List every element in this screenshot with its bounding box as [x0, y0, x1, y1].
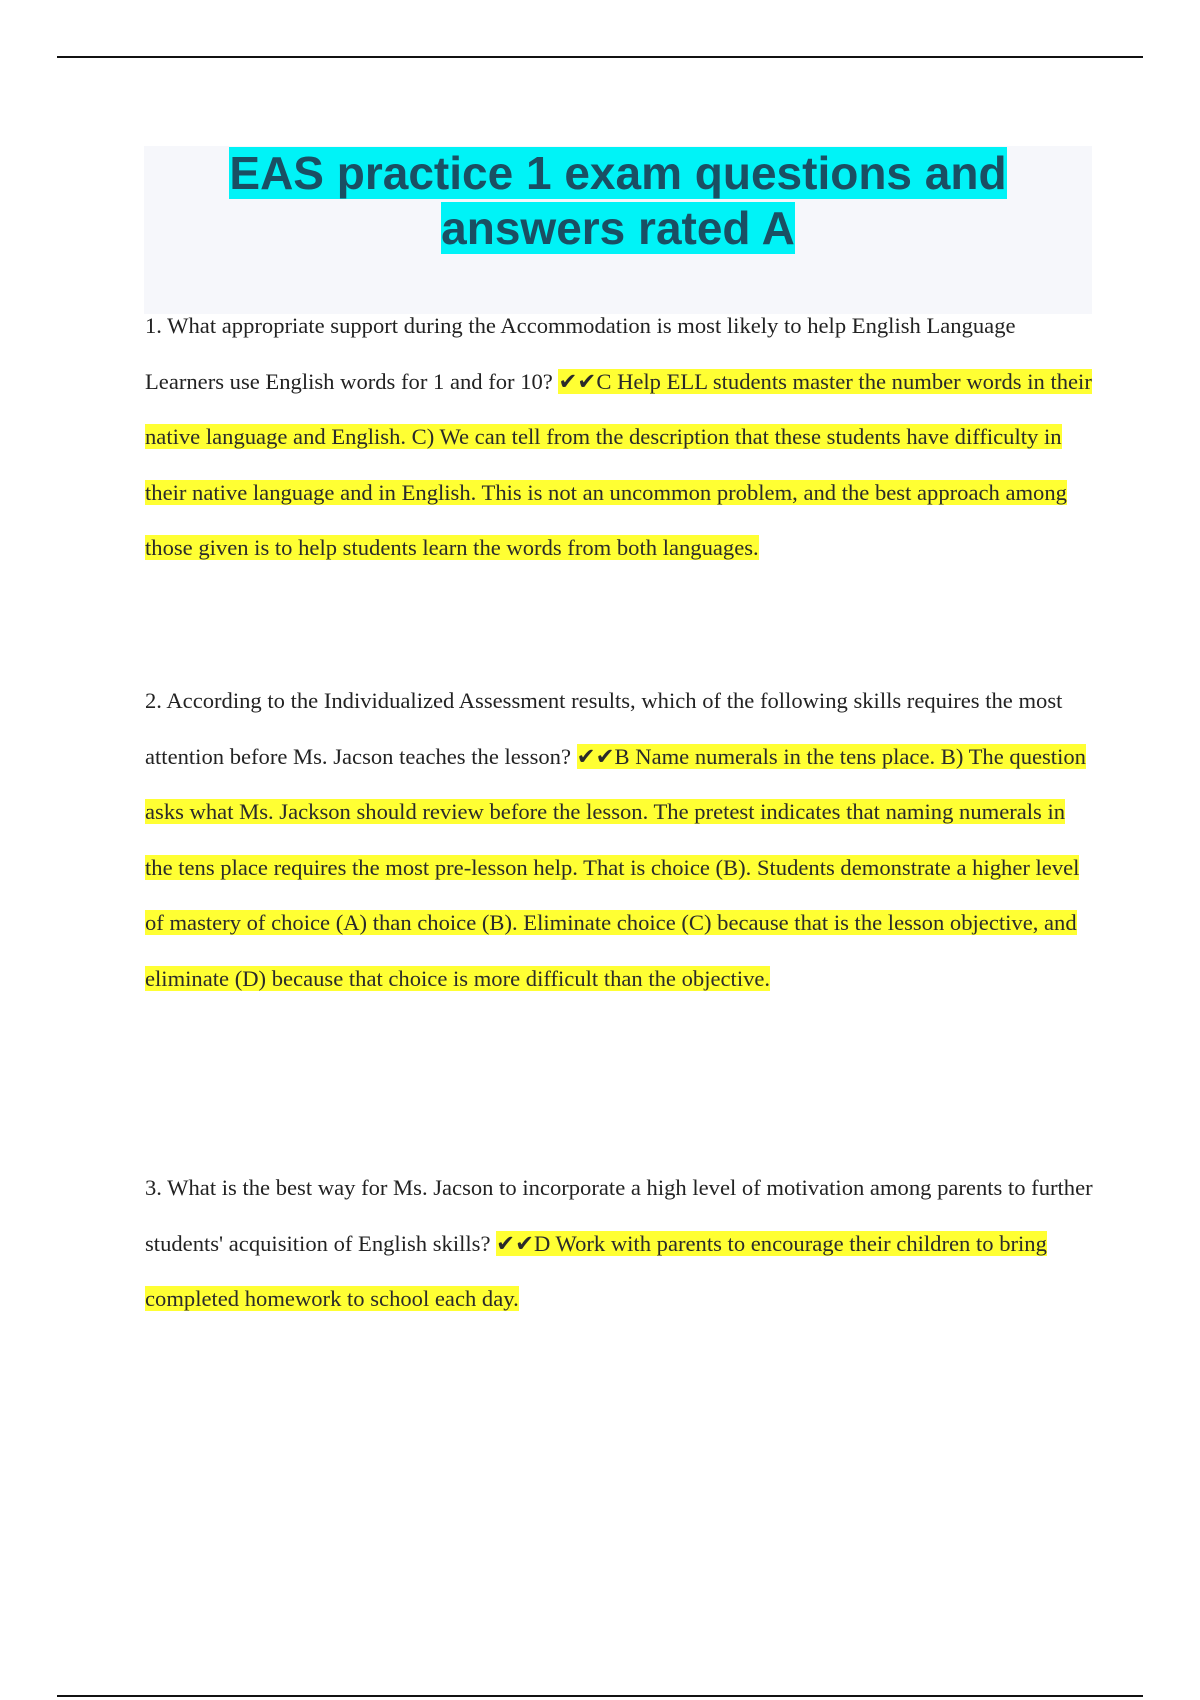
page-title — [144, 146, 1092, 256]
answer-text: ✔✔B Name numerals in the tens place. B) The question asks what Ms. Jackson should review before the lesson. The pretest indicates that naming numerals in the tens place requires the most pre-lesson help. That is choice (B). Students demonstrate a higher level of mastery of choice (A) than choice (B). Eliminate choice (C) because that is the lesson objective, and eliminate (D) because that choice is more difficult than the objective. — [145, 743, 1086, 991]
question-item-1 — [145, 298, 1095, 576]
title-banner — [144, 146, 1092, 314]
question-item-2 — [145, 673, 1095, 1006]
answer-text: ✔✔C Help ELL students master the number words in their native language and English. C) We can tell from the description that these students have difficulty in their native language and in English. This is not an uncommon problem, and the best approach among those given is to help students learn the words from both languages. — [145, 368, 1092, 560]
top-rule — [57, 56, 1143, 58]
question-text: 3. What is the best way for Ms. Jacson to incorporate a high level of motivation among parents to further students' acquisition of English skills? — [145, 1175, 1093, 1256]
answer-text: ✔✔D Work with parents to encourage their children to bring completed homework to school each day. — [145, 1230, 1047, 1311]
page-title-line-1: EAS practice 1 exam questions and — [229, 147, 1007, 199]
question-item-3 — [145, 1160, 1095, 1327]
question-text: 2. According to the Individualized Assessment results, which of the following skills requires the most attention before Ms. Jacson teaches the lesson? — [145, 688, 1063, 769]
page-title-line-2: answers rated A — [441, 202, 795, 254]
bottom-rule — [57, 1695, 1143, 1697]
question-text: 1. What appropriate support during the Accommodation is most likely to help English Language Learners use English words for 1 and for 10? — [145, 313, 1016, 394]
